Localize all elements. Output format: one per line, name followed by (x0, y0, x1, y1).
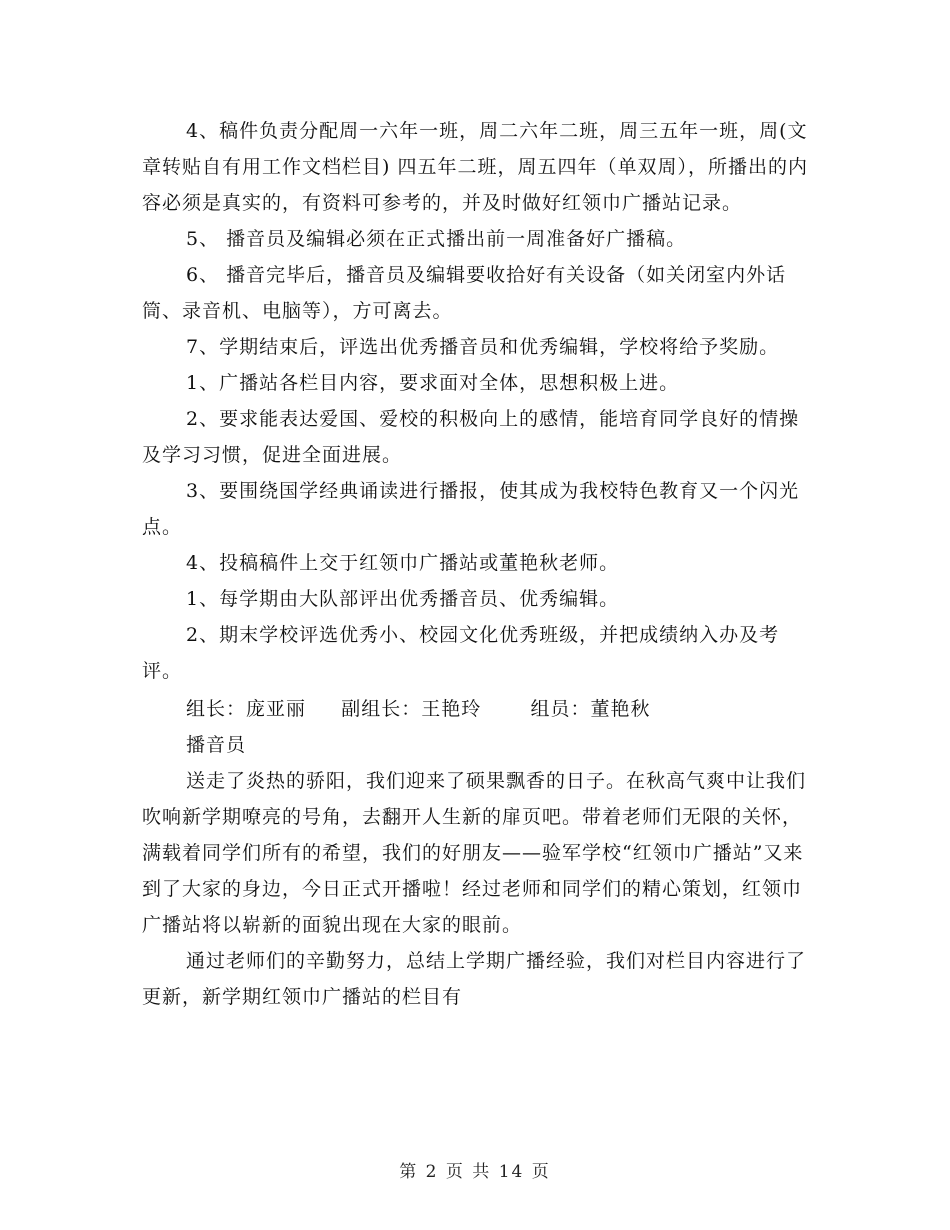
document-body (142, 113, 814, 1015)
paragraph-class-evaluation: 2、期末学校评选优秀小、校园文化优秀班级，并把成绩纳入办及考评。 (142, 624, 780, 682)
paragraph-evaluation: 1、每学期由大队部评出优秀播音员、优秀编辑。 (186, 588, 620, 610)
paragraph-welcome: 送走了炎热的骄阳，我们迎来了硕果飘香的日子。在秋高气爽中让我们吹响新学期嘹亮的号角，去翻开人生新的扉页吧。带着老师们无限的关怀，满载着同学们所有的希望，我们的好朋友——验军学校“红领巾广播站”又来到了大家的身边，今日正式开播啦！经过老师和同学们的精心策划，红领巾广播站将以崭新的面貌出现在大家的眼前。 (142, 770, 807, 936)
paragraph-schedule: 4、稿件负责分配周一六年一班，周二六年二班，周三五年一班，周(文章转贴自有用工作文档栏目) 四五年二班，周五四年（单双周），所播出的内容必须是真实的，有资料可参考的，并及时做好红领巾广播站记录。 (142, 120, 808, 214)
paragraph-prepare-script: 5、 播音员及编辑必须在正式播出前一周准备好广播稿。 (186, 228, 687, 250)
paragraph-awards: 7、学期结束后，评选出优秀播音员和优秀编辑，学校将给予奖励。 (186, 336, 780, 358)
paragraph-columns: 通过老师们的辛勤努力，总结上学期广播经验，我们对栏目内容进行了更新，新学期红领巾广播站的栏目有 (142, 950, 807, 1008)
broadcaster-label: 播音员 (186, 734, 247, 756)
page-footer: 第 2 页 共 14 页 (399, 1162, 551, 1182)
paragraph-equipment: 6、 播音完毕后，播音员及编辑要收拾好有关设备（如关闭室内外话筒、录音机、电脑等），方可离去。 (142, 264, 787, 322)
paragraph-classics: 3、要围绕国学经典诵读进行播报，使其成为我校特色教育又一个闪光点。 (142, 480, 800, 538)
paragraph-patriotism: 2、要求能表达爱国、爱校的积极向上的感情，能培育同学良好的情操及学习习惯，促进全面进展。 (142, 408, 800, 466)
paragraph-submission: 4、投稿稿件上交于红领巾广播站或董艳秋老师。 (186, 552, 620, 574)
roster-line: 组长：庞亚丽 副组长：王艳玲 组员：董艳秋 (186, 698, 651, 720)
paragraph-content-requirement: 1、广播站各栏目内容，要求面对全体，思想积极上进。 (186, 372, 680, 394)
